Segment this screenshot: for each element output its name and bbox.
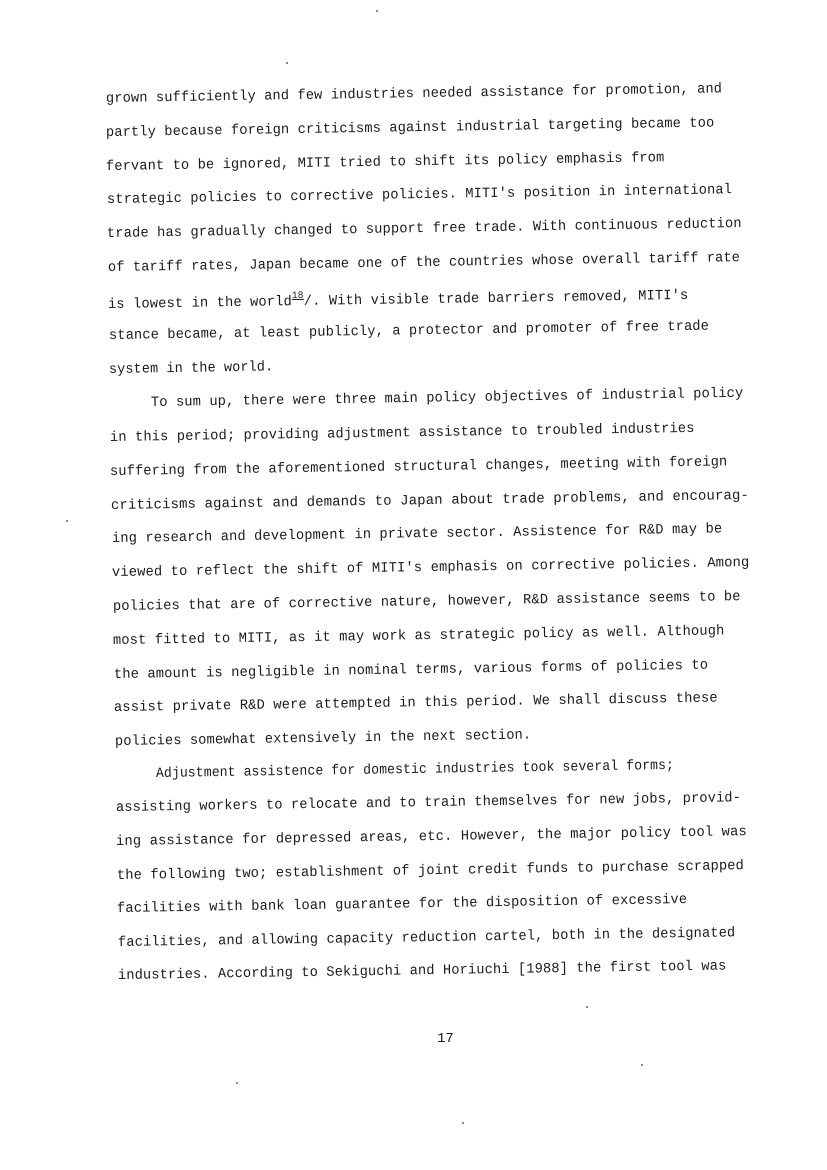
text-line — [110, 421, 695, 446]
text-line — [118, 925, 736, 951]
line-text: grown sufficiently and few industries needed assistance for promotion, and — [105, 81, 723, 107]
line-text: in this period; providing adjustment assistance to troubled industries — [109, 420, 695, 446]
text-line — [109, 319, 709, 344]
text-line — [107, 182, 732, 208]
line-text: fervant to be ignored, MITI tried to shift its policy emphasis from — [105, 150, 665, 175]
text-line — [111, 488, 749, 514]
text-line — [114, 658, 708, 683]
text-line — [106, 115, 715, 141]
line-text: trade has gradually changed to support free trade. With continuous reduction — [106, 216, 742, 242]
text-line — [115, 727, 532, 750]
line-text: To sum up, there were three main policy objectives of industrial policy — [150, 385, 744, 411]
text-line — [108, 285, 689, 313]
line-text: suffering from the aforementioned structural changes, meeting with foreign — [109, 454, 728, 480]
line-text: strategic policies to corrective policies. MITI's position in international — [106, 182, 733, 208]
text-line — [106, 150, 665, 175]
text-line — [107, 216, 742, 242]
footnote-marker: 18 — [291, 290, 304, 303]
line-text: /. With visible trade barriers removed, MITI's — [303, 287, 689, 310]
scan-speck — [66, 520, 68, 522]
line-text: policies somewhat extensively in the next section. — [114, 727, 532, 750]
line-text: the following two; establishment of joint credit funds to purchase scrapped — [116, 858, 745, 884]
line-text: criticisms against and demands to Japan about trade problems, and encourag- — [110, 487, 750, 514]
line-text: viewed to reflect the shift of MITI's emphasis on corrective policies. Among — [111, 554, 750, 581]
text-line — [118, 958, 727, 984]
text-line — [116, 824, 747, 850]
line-text: facilities, and allowing capacity reduction cartel, both in the designated — [117, 925, 736, 951]
text-line — [117, 858, 744, 884]
scan-speck — [376, 10, 378, 12]
text-line — [112, 521, 723, 547]
line-text: ing research and development in private sector. Assistence for R&D may be — [111, 521, 723, 547]
line-text: Adjustment assistence for domestic industries took several forms; — [155, 757, 675, 782]
line-text: the amount is negligible in nominal terms, various forms of policies to — [113, 657, 709, 683]
scan-speck — [286, 62, 288, 64]
line-text: policies that are of corrective nature, however, R&D assistance seems to be — [112, 589, 741, 615]
line-text: ing assistance for depressed areas, etc. However, the major policy tool was — [115, 824, 748, 850]
line-text: of tariff rates, Japan became one of the countries whose overall tariff rate — [107, 250, 741, 276]
text-line — [112, 555, 750, 581]
scan-speck — [641, 1064, 643, 1066]
text-line — [106, 81, 722, 107]
scan-speck — [236, 1082, 238, 1084]
text-line — [116, 790, 741, 816]
text-line — [113, 589, 741, 615]
line-text: system in the world. — [108, 359, 274, 378]
text-line — [110, 454, 728, 480]
line-text: industries. According to Sekiguchi and Horiuchi [1988] the first tool was — [117, 958, 727, 984]
line-text: assisting workers to relocate and to train themselves for new jobs, provid- — [115, 790, 742, 816]
line-text: most fitted to MITI, as it may work as strategic policy as well. Although — [112, 623, 725, 649]
text-line — [114, 691, 718, 716]
text-line — [113, 623, 725, 649]
scan-speck — [586, 1006, 588, 1008]
text-line — [109, 359, 274, 378]
text-line — [151, 386, 744, 411]
page-number: 17 — [437, 1031, 454, 1047]
line-text: assist private R&D were attempted in this period. We shall discuss these — [113, 690, 718, 716]
scan-speck — [462, 1122, 464, 1124]
line-text: partly because foreign criticisms against industrial targeting became too — [105, 115, 715, 141]
line-text: stance became, at least publicly, a protector and promoter of free trade — [108, 318, 710, 344]
text-line — [117, 892, 687, 917]
line-text: facilities with bank loan guarantee for the disposition of excessive — [116, 892, 688, 917]
line-text: is lowest in the world — [107, 294, 293, 313]
text-line — [108, 250, 740, 276]
text-line — [156, 758, 674, 782]
